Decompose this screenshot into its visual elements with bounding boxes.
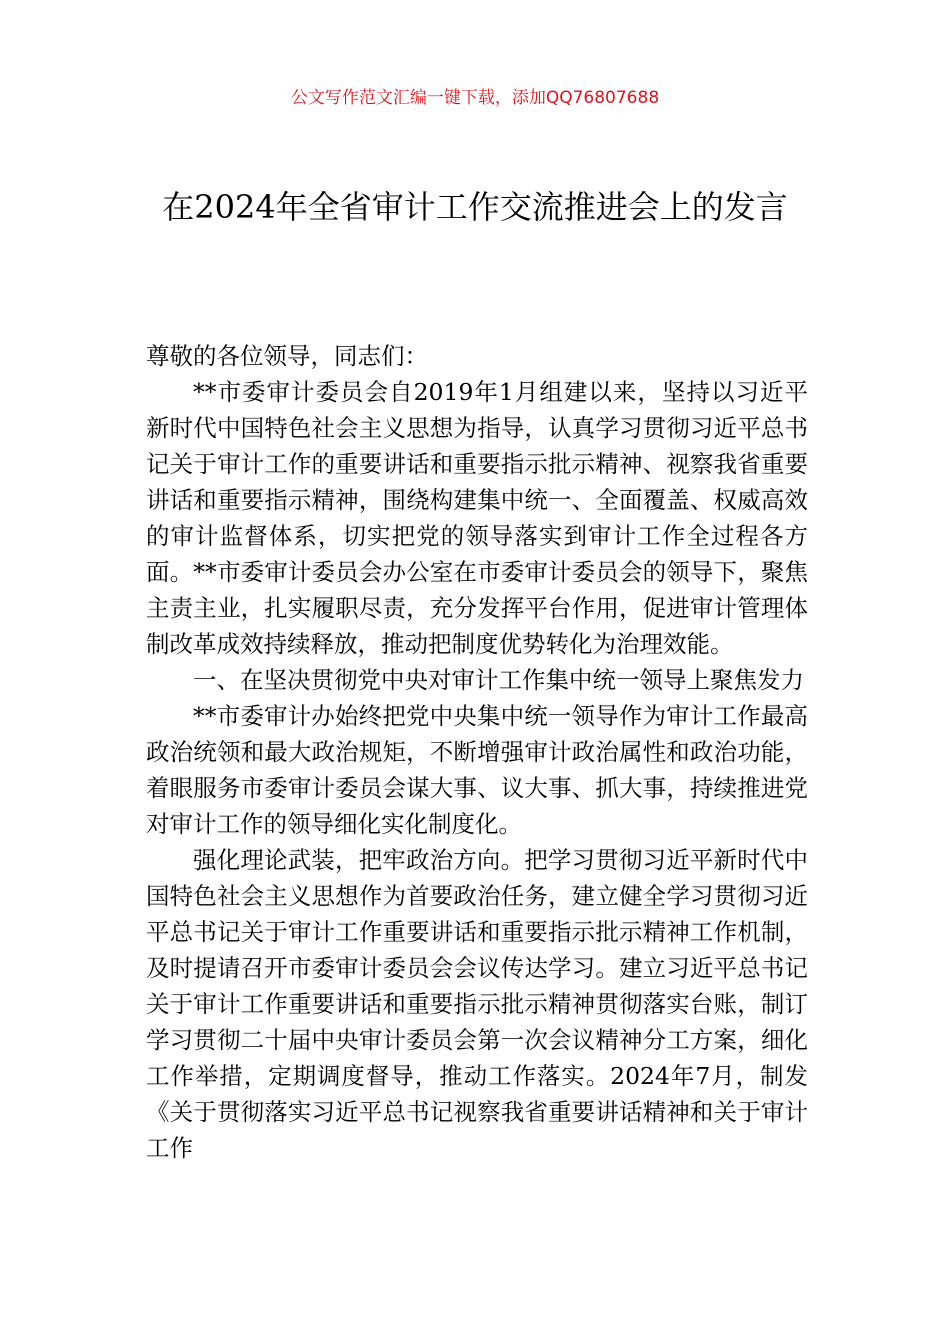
paragraph-theory: 强化理论武装，把牢政治方向。把学习贯彻习近平新时代中国特色社会主义思想作为首要政治任务，建立健全学习贯彻习近平总书记关于审计工作重要讲话和重要指示批示精神工作机制，及时提请召开市委审计委员会会议传达学习。建立习近平总书记关于审计工作重要讲话和重要指示批示精神贯彻落实台账，制订学习贯彻二十届中央审计委员会第一次会议精神分工方案，细化工作举措，定期调度督导，推动工作落实。2024年7月，制发《关于贯彻落实习近平总书记视察我省重要讲话精神和关于审计工作 [146, 846, 808, 1162]
salutation: 尊敬的各位领导，同志们： [146, 342, 428, 370]
section-heading-1: 一、在坚决贯彻党中央对审计工作集中统一领导上聚焦发力 [193, 666, 804, 694]
download-notice: 公文写作范文汇编一键下载，添加QQ76807688 [290, 88, 660, 108]
paragraph-intro: **市委审计委员会自2019年1月组建以来，坚持以习近平新时代中国特色社会主义思想为指导，认真学习贯彻习近平总书记关于审计工作的重要讲话和重要指示批示精神、视察我省重要讲话和重要指示精神，围绕构建集中统一、全面覆盖、权威高效的审计监督体系，切实把党的领导落实到审计工作全过程各方面。**市委审计委员会办公室在市委审计委员会的领导下，聚焦主责主业，扎实履职尽责，充分发挥平台作用，促进审计管理体制改革成效持续释放，推动把制度优势转化为治理效能。 [146, 378, 808, 658]
document-title: 在2024年全省审计工作交流推进会上的发言 [162, 188, 788, 226]
document-body [146, 338, 808, 1166]
paragraph-section-1: **市委审计办始终把党中央集中统一领导作为审计工作最高政治统领和最大政治规矩，不断增强审计政治属性和政治功能，着眼服务市委审计委员会谋大事、议大事、抓大事，持续推进党对审计工作的领导细化实化制度化。 [146, 702, 808, 838]
